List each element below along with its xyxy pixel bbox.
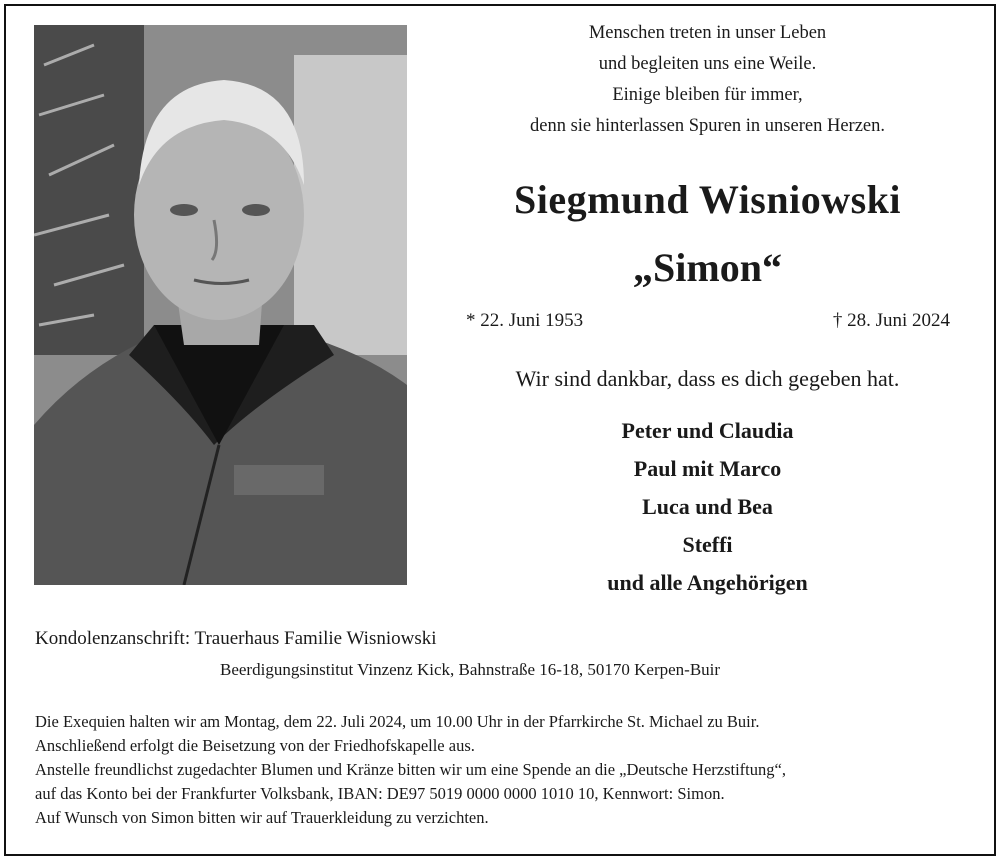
details-line: Auf Wunsch von Simon bitten wir auf Trauerkleidung zu verzichten. xyxy=(35,808,489,827)
family-member: Luca und Bea xyxy=(642,494,773,519)
thanks-line: Wir sind dankbar, dass es dich gegeben hat. xyxy=(515,366,900,391)
poem-line: und begleiten uns eine Weile. xyxy=(598,54,817,74)
details-line: Anschließend erfolgt die Beisetzung von der Friedhofskapelle aus. xyxy=(35,736,475,755)
birth-date: * 22. Juni 1953 xyxy=(466,310,584,331)
condolence-address: Beerdigungsinstitut Vinzenz Kick, Bahnstraße 16-18, 50170 Kerpen-Buir xyxy=(220,660,721,679)
details-line: Die Exequien halten wir am Montag, dem 22. Juli 2024, um 10.00 Uhr in der Pfarrkirche St. Michael zu Buir. xyxy=(35,712,760,731)
poem-line: Menschen treten in unser Leben xyxy=(588,23,827,43)
family-list xyxy=(440,412,975,602)
deceased-nickname: „Simon“ xyxy=(633,245,782,290)
condolence-label: Kondolenzanschrift: Trauerhaus Familie Wisniowski xyxy=(35,628,437,649)
poem-line: denn sie hinterlassen Spuren in unseren Herzen. xyxy=(530,116,885,136)
portrait-illustration xyxy=(34,25,407,585)
poem-line: Einige bleiben für immer, xyxy=(612,85,803,105)
family-member: Paul mit Marco xyxy=(633,456,782,481)
details-line: auf das Konto bei der Frankfurter Volksbank, IBAN: DE97 5019 0000 0000 1010 10, Kennwort: Simon. xyxy=(35,784,725,803)
portrait-photo xyxy=(34,25,407,585)
deceased-name: Siegmund Wisniowski xyxy=(513,177,902,222)
poem xyxy=(460,18,955,142)
family-member: Steffi xyxy=(682,532,733,557)
death-date: † 28. Juni 2024 xyxy=(832,310,950,331)
family-member: und alle Angehörigen xyxy=(607,570,808,595)
funeral-details xyxy=(35,710,965,830)
family-member: Peter und Claudia xyxy=(621,418,794,443)
details-line: Anstelle freundlichst zugedachter Blumen und Kränze bitten wir um eine Spende an die „Deutsche Herzstiftung“, xyxy=(35,760,786,779)
